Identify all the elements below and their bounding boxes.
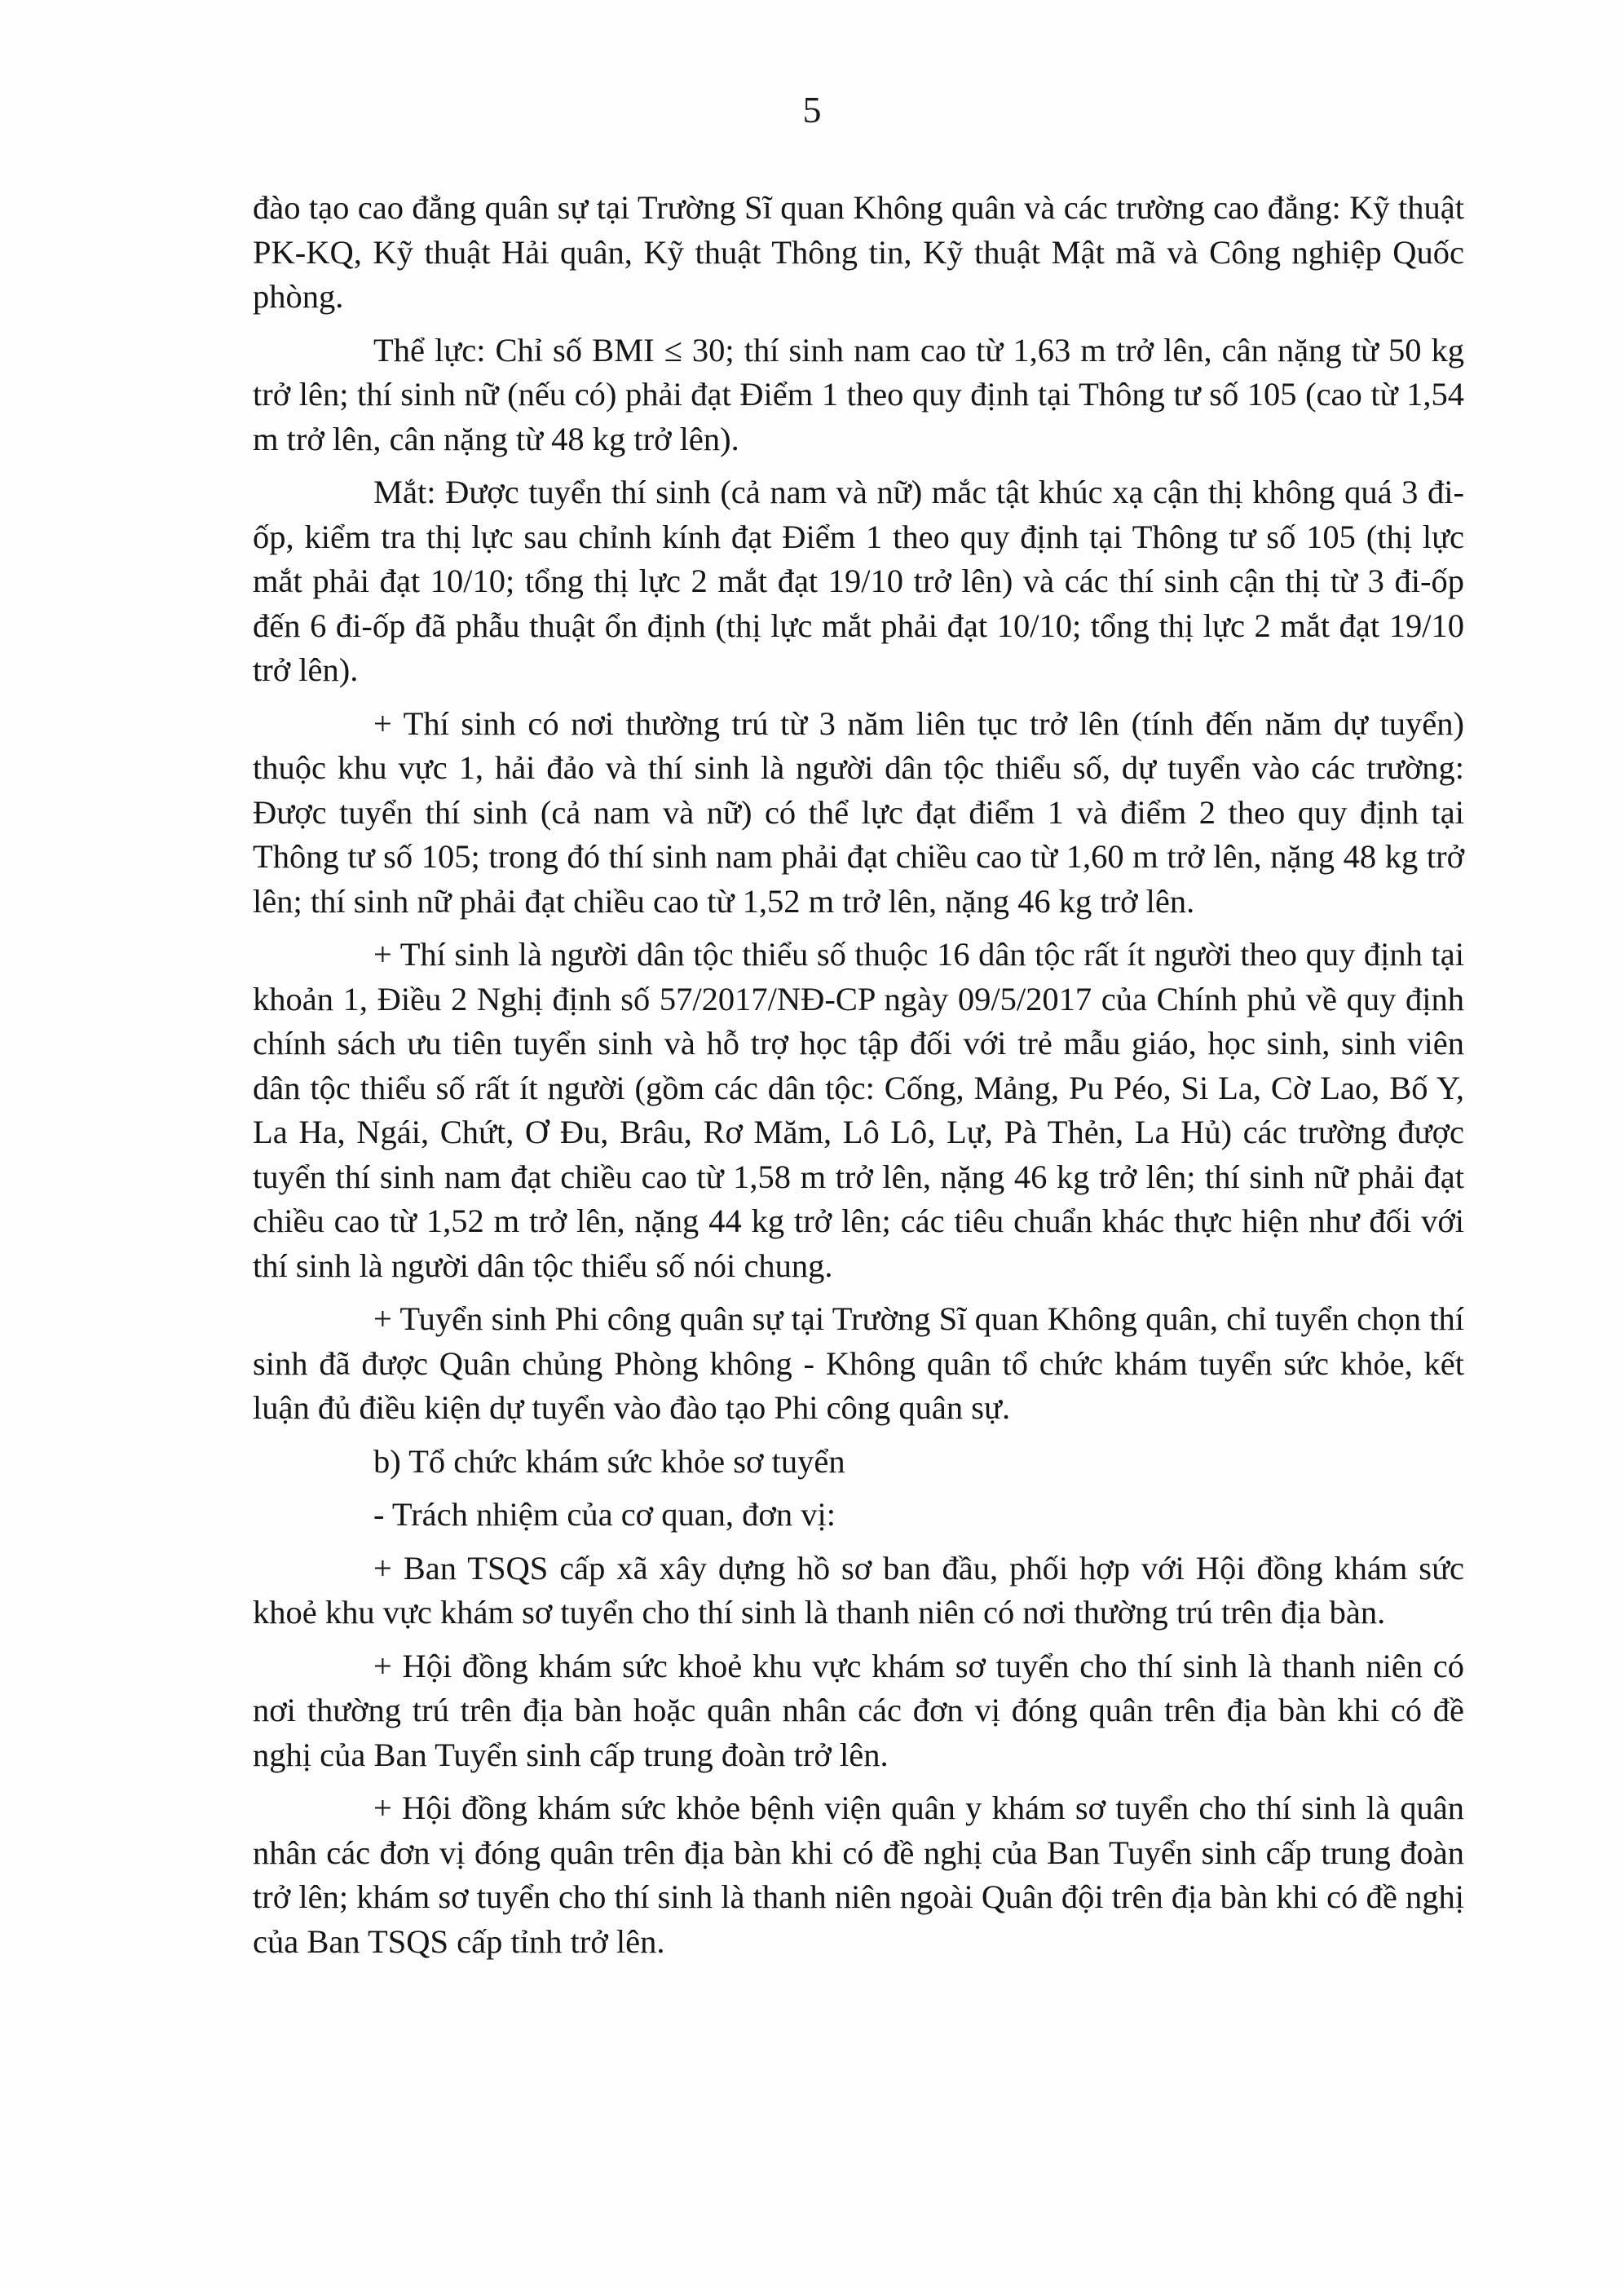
paragraph-continuation: đào tạo cao đẳng quân sự tại Trường Sĩ quan Không quân và các trường cao đẳng: Kỹ thuật PK-KQ, Kỹ thuật Hải quân, Kỹ thuật Thông tin, Kỹ thuật Mật mã và Công nghiệp Quốc phòng. — [253, 189, 1464, 315]
paragraph-commune-board: + Ban TSQS cấp xã xây dựng hồ sơ ban đầu, phối hợp với Hội đồng khám sức khoẻ khu vực khám sơ tuyển cho thí sinh là thanh niên có nơi thường trú trên địa bàn. — [253, 1549, 1464, 1631]
section-heading-health-screening: b) Tổ chức khám sức khỏe sơ tuyển — [373, 1442, 845, 1480]
paragraph-military-hospital-council: + Hội đồng khám sức khỏe bệnh viện quân y khám sơ tuyển cho thí sinh là quân nhân các đơn vị đóng quân trên địa bàn khi có đề nghị của Ban Tuyển sinh cấp trung đoàn trở lên; khám sơ tuyển cho thí sinh là thanh niên ngoài Quân đội trên địa bàn khi có đề nghị của Ban TSQS cấp tỉnh trở lên. — [253, 1790, 1464, 1960]
paragraph-ethnic-minority-candidates: + Thí sinh là người dân tộc thiểu số thuộc 16 dân tộc rất ít người theo quy định tại khoản 1, Điều 2 Nghị định số 57/2017/NĐ-CP ngày 09/5/2017 của Chính phủ về quy định chính sách ưu tiên tuyển sinh và hỗ trợ học tập đối với trẻ mẫu giáo, học sinh, sinh viên dân tộc thiểu số rất ít người (gồm các dân tộc: Cống, Mảng, Pu Péo, Si La, Cờ Lao, Bố Y, La Ha, Ngái, Chứt, Ơ Đu, Brâu, Rơ Măm, Lô Lô, Lự, Pà Thẻn, La Hủ) các trường được tuyển thí sinh nam đạt chiều cao từ 1,58 m trở lên, nặng 46 kg trở lên; thí sinh nữ phải đạt chiều cao từ 1,52 m trở lên, nặng 44 kg trở lên; các tiêu chuẩn khác thực hiện như đối với thí sinh là người dân tộc thiểu số nói chung. — [253, 936, 1464, 1284]
paragraph-regional-health-council: + Hội đồng khám sức khoẻ khu vực khám sơ tuyển cho thí sinh là thanh niên có nơi thường trú trên địa bàn hoặc quân nhân các đơn vị đóng quân trên địa bàn khi có đề nghị của Ban Tuyển sinh cấp trung đoàn trở lên. — [253, 1647, 1464, 1773]
paragraph-physical-fitness: Thể lực: Chỉ số BMI ≤ 30; thí sinh nam cao từ 1,63 m trở lên, cân nặng từ 50 kg trở lên; thí sinh nữ (nếu có) phải đạt Điểm 1 theo quy định tại Thông tư số 105 (cao từ 1,54 m trở lên, cân nặng từ 48 kg trở lên). — [253, 331, 1464, 457]
paragraph-military-pilot: + Tuyển sinh Phi công quân sự tại Trường Sĩ quan Không quân, chỉ tuyển chọn thí sinh đã được Quân chủng Phòng không - Không quân tổ chức khám tuyển sức khỏe, kết luận đủ điều kiện dự tuyển vào đào tạo Phi công quân sự. — [253, 1300, 1464, 1426]
paragraph-responsibilities-heading: - Trách nhiệm của cơ quan, đơn vị: — [373, 1496, 836, 1533]
paragraph-eyesight: Mắt: Được tuyển thí sinh (cả nam và nữ) mắc tật khúc xạ cận thị không quá 3 đi-ốp, kiểm tra thị lực sau chỉnh kính đạt Điểm 1 theo quy định tại Thông tư số 105 (thị lực mắt phải đạt 10/10; tổng thị lực 2 mắt đạt 19/10 trở lên) và các thí sinh cận thị từ 3 đi-ốp đến 6 đi-ốp đã phẫu thuật ổn định (thị lực mắt phải đạt 10/10; tổng thị lực 2 mắt đạt 19/10 trở lên). — [253, 474, 1464, 688]
page-number: 5 — [802, 89, 822, 130]
document-body — [253, 186, 1464, 1973]
paragraph-region-1-candidates: + Thí sinh có nơi thường trú từ 3 năm liên tục trở lên (tính đến năm dự tuyển) thuộc khu vực 1, hải đảo và thí sinh là người dân tộc thiểu số, dự tuyển vào các trường: Được tuyển thí sinh (cả nam và nữ) có thể lực đạt điểm 1 và điểm 2 theo quy định tại Thông tư số 105; trong đó thí sinh nam phải đạt chiều cao từ 1,60 m trở lên, nặng 48 kg trở lên; thí sinh nữ phải đạt chiều cao từ 1,52 m trở lên, nặng 46 kg trở lên. — [253, 704, 1464, 920]
